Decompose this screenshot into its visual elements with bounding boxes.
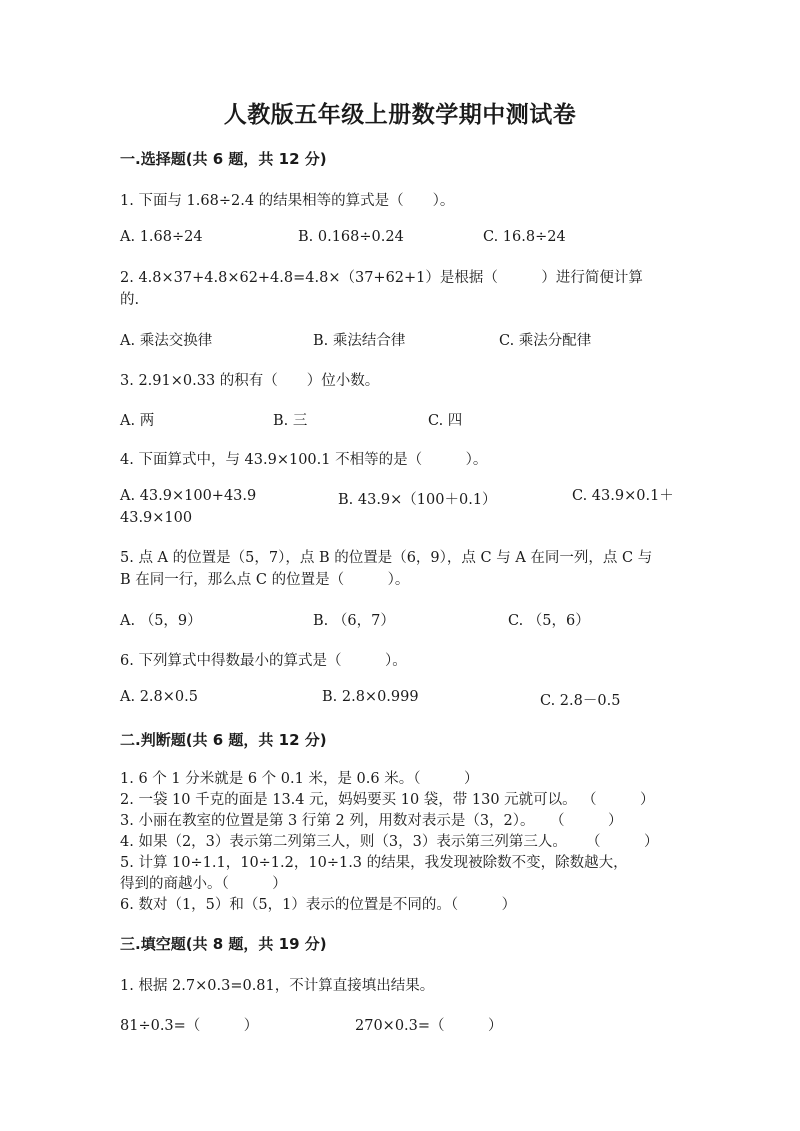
judge-item <box>120 788 655 809</box>
section-heading-judge: 二.判断题(共 6 题，共 12 分) <box>120 731 327 749</box>
section-heading-fill: 三.填空题(共 8 题，共 19 分) <box>120 935 327 953</box>
question-stem: 1. 根据 2.7×0.3=0.81，不计算直接填出结果。 <box>120 978 435 994</box>
page-title: 人教版五年级上册数学期中测试卷 <box>223 101 577 128</box>
judge-text: 3. 小丽在教室的位置是第 3 行第 2 列，用数对表示是（3，2）。 <box>120 813 535 829</box>
question-stem: 6. 下列算式中得数最小的算式是（ ）。 <box>120 653 407 669</box>
option-b: B. 三 <box>273 413 308 429</box>
question-stem: 5. 点 A 的位置是（5，7），点 B 的位置是（6，9），点 C 与 A 在同一列，点 C 与 B 在同一行，那么点 C 的位置是（ ）。 <box>120 550 653 588</box>
option-b: B. 乘法结合律 <box>313 333 406 349</box>
answer-paren: （ ） <box>221 876 287 892</box>
answer-paren: （ ） <box>413 771 479 787</box>
judge-item <box>120 893 516 914</box>
option-c: C. 43.9×0.1＋43.9×100 <box>120 488 674 526</box>
option-c: C. 16.8÷24 <box>483 229 566 245</box>
option-b: B. 43.9×（100＋0.1） <box>338 492 497 508</box>
question-stem: 1. 下面与 1.68÷2.4 的结果相等的算式是（ ）。 <box>120 193 455 209</box>
judge-text: 4. 如果（2，3）表示第二列第三人，则（3，3）表示第三列第三人。 <box>120 834 567 850</box>
fill-blank: 270×0.3=（ ） <box>355 1018 503 1034</box>
option-b: B. 0.168÷0.24 <box>298 229 404 245</box>
judge-text: 6. 数对（1，5）和（5，1）表示的位置是不同的。 <box>120 897 451 913</box>
option-c: C. 2.8－0.5 <box>540 693 621 709</box>
judge-text: 5. 计算 10÷1.1，10÷1.2，10÷1.3 的结果，我发现被除数不变，除数越大， <box>120 855 628 871</box>
answer-paren: （ ） <box>582 792 655 808</box>
answer-paren: （ ） <box>586 834 659 850</box>
judge-item <box>120 767 478 788</box>
question-stem: 2. 4.8×37+4.8×62+4.8=4.8×（37+62+1）是根据（ ）进行简便计算的. <box>120 270 643 308</box>
answer-paren: （ ） <box>550 813 623 829</box>
judge-text: 1. 6 个 1 分米就是 6 个 0.1 米，是 0.6 米。 <box>120 771 414 787</box>
question-stem: 3. 2.91×0.33 的积有（ ）位小数。 <box>120 373 380 389</box>
option-a: A. 两 <box>120 413 155 429</box>
judge-text: 得到的商越小。 <box>120 876 222 892</box>
option-a: A. 2.8×0.5 <box>120 689 198 705</box>
option-a: A. 1.68÷24 <box>120 229 203 245</box>
section-heading-choice: 一.选择题(共 6 题，共 12 分) <box>120 150 327 168</box>
judge-item-continued <box>120 872 287 893</box>
judge-item <box>120 809 623 830</box>
option-b: B. 2.8×0.999 <box>322 689 419 705</box>
judge-item <box>120 851 628 872</box>
answer-paren: （ ） <box>450 897 517 913</box>
option-c: C. 乘法分配律 <box>499 333 592 349</box>
judge-text: 2. 一袋 10 千克的面是 13.4 元，妈妈要买 10 袋，带 130 元就可以。 <box>120 792 577 808</box>
fill-blank: 81÷0.3=（ ） <box>120 1018 259 1034</box>
question-stem: 4. 下面算式中，与 43.9×100.1 不相等的是（ ）。 <box>120 452 488 468</box>
option-a: A. 乘法交换律 <box>120 333 213 349</box>
option-a: A. （5，9） <box>120 613 202 629</box>
option-c: C. （5，6） <box>508 613 590 629</box>
judge-item <box>120 830 659 851</box>
option-b: B. （6，7） <box>313 613 395 629</box>
option-c: C. 四 <box>428 413 463 429</box>
option-a: A. 43.9×100+43.9 <box>120 488 257 504</box>
